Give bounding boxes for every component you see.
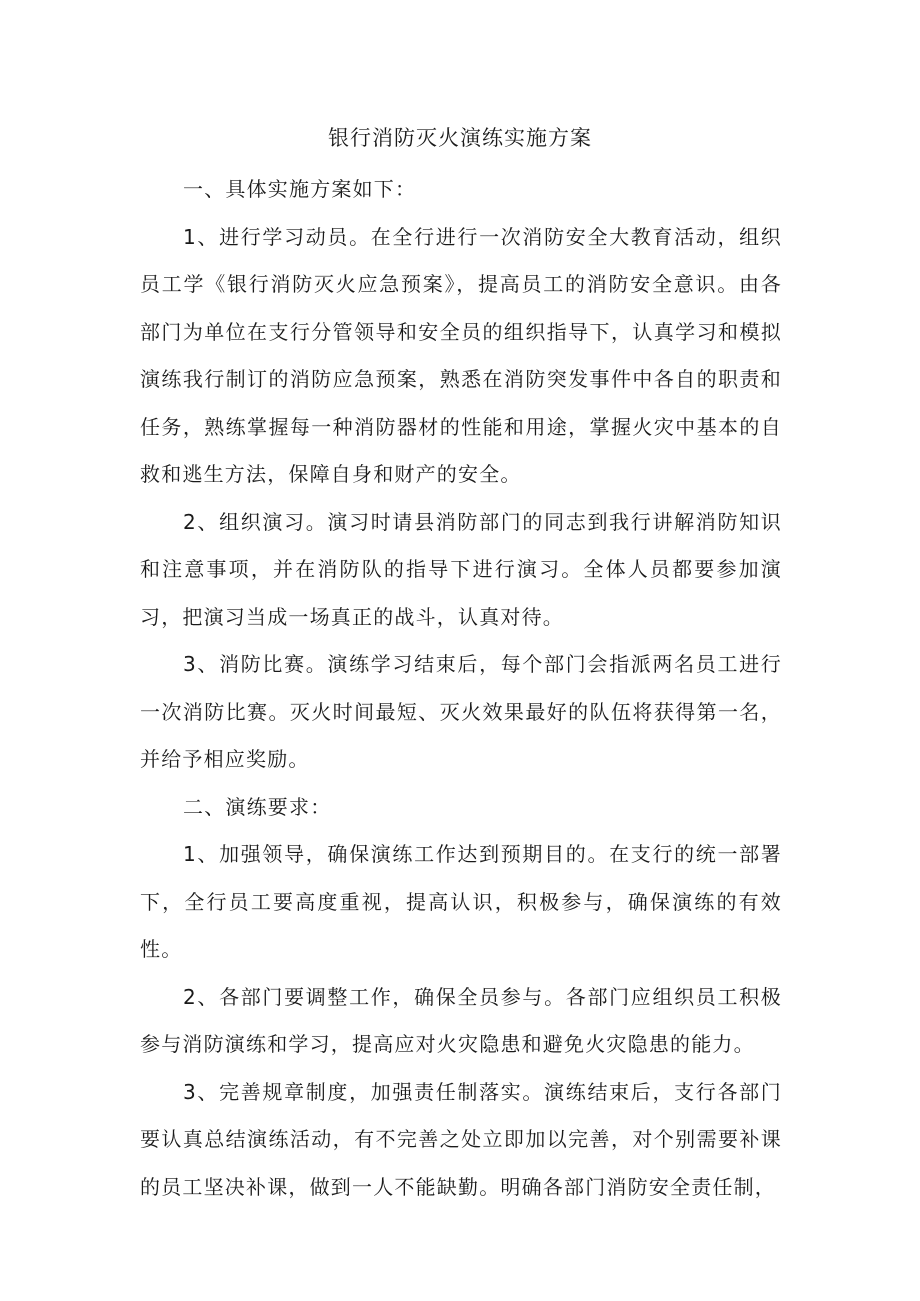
section1-item-2: 2、组织演习。演习时请县消防部门的同志到我行讲解消防知识和注意事项，并在消防队的指导下进行演习。全体人员都要参加演习，把演习当成一场真正的战斗，认真对待。 [140,509,782,629]
section1-item-3: 3、消防比赛。演练学习结束后，每个部门会指派两名员工进行一次消防比赛。灭火时间最短、灭火效果最好的队伍将获得第一名，并给予相应奖励。 [140,652,782,771]
section1-item-1: 1、进行学习动员。在全行进行一次消防安全大教育活动，组织员工学《银行消防灭火应急预案》，提高员工的消防安全意识。由各部门为单位在支行分管领导和安全员的组织指导下，认真学习和模拟演练我行制订的消防应急预案，熟悉在消防突发事件中各自的职责和任务，熟练掌握每一种消防器材的性能和用途，掌握火灾中基本的自救和逃生方法，保障自身和财产的安全。 [140,224,782,486]
document-title: 银行消防灭火演练实施方案 [328,126,592,150]
section1-heading: 一、具体实施方案如下： [183,177,417,201]
section2-heading: 二、演练要求： [183,794,332,819]
section1-block [140,166,782,1211]
section2-item-2: 2、各部门要调整工作，确保全员参与。各部门应组织员工积极参与消防演练和学习，提高应对火灾隐患和避免火灾隐患的能力。 [140,984,782,1056]
section2-item-1: 1、加强领导，确保演练工作达到预期目的。在支行的统一部署下，全行员工要高度重视，提高认识，积极参与，确保演练的有效性。 [140,842,782,961]
section2-item-3: 3、完善规章制度，加强责任制落实。演练结束后，支行各部门要认真总结演练活动，有不完善之处立即加以完善，对个别需要补课的员工坚决补课，做到一人不能缺勤。明确各部门消防安全责任制， [140,1079,782,1199]
